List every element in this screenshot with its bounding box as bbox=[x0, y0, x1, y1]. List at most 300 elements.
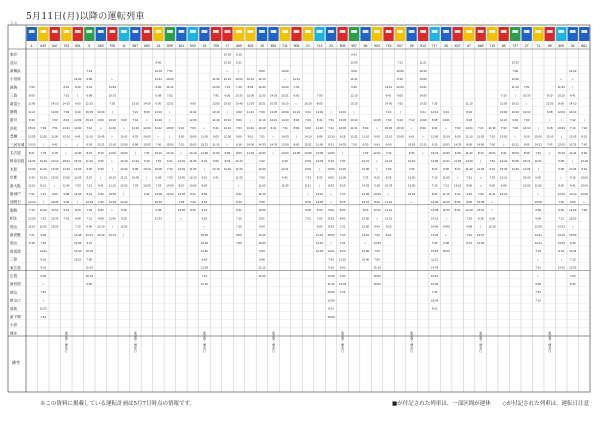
time-cell: 15:10 bbox=[350, 101, 358, 106]
time-cell: 14:00 bbox=[246, 142, 255, 147]
time-cell: 6:00 bbox=[581, 150, 588, 155]
time-cell: 7:03 bbox=[74, 183, 81, 188]
time-cell: 8:21 bbox=[431, 191, 438, 196]
time-cell: 6:18 bbox=[374, 183, 380, 188]
time-cell: 14:00 bbox=[258, 167, 266, 172]
time-cell: 12:03 bbox=[143, 126, 151, 131]
time-cell: 8:00 bbox=[523, 150, 530, 155]
time-cell: 14:10 bbox=[223, 126, 232, 131]
remarks-note: 東京発・博多行 bbox=[409, 331, 414, 353]
time-cell: 13:33 bbox=[281, 85, 289, 90]
time-cell: 13:00 bbox=[28, 167, 36, 172]
time-cell: 14:33 bbox=[511, 167, 519, 172]
train-type-band bbox=[406, 27, 416, 41]
time-cell: | bbox=[560, 117, 562, 122]
time-cell: 11:00 bbox=[200, 150, 208, 155]
time-cell: 6:41 bbox=[454, 191, 461, 196]
time-cell: 11:33 bbox=[212, 76, 220, 81]
time-cell: 13:33 bbox=[235, 93, 243, 98]
time-cell: 11:00 bbox=[28, 101, 36, 106]
time-cell: レ bbox=[582, 199, 586, 204]
time-cell: 15:03 bbox=[500, 167, 508, 172]
time-cell: 15:00 bbox=[373, 273, 381, 278]
train-type-band bbox=[142, 27, 152, 41]
time-cell: 13:33 bbox=[430, 232, 439, 237]
station-label: 小倉 bbox=[10, 323, 18, 328]
time-cell: 15:10 bbox=[154, 199, 162, 204]
time-cell: 11:42 bbox=[120, 134, 128, 139]
time-cell: 6:18 bbox=[86, 142, 93, 147]
station-label: 三島 bbox=[10, 93, 18, 98]
train-type-band bbox=[50, 27, 60, 41]
time-cell: 7:42 bbox=[132, 117, 139, 122]
station-label: 姫路 bbox=[10, 208, 18, 213]
time-cell: 7:10 bbox=[236, 216, 242, 221]
train-number: 907 bbox=[351, 44, 357, 48]
time-cell: 7:33 bbox=[362, 175, 369, 180]
time-cell: 10:33 bbox=[108, 93, 116, 98]
time-cell: | bbox=[238, 183, 240, 188]
time-cell: 12:00 bbox=[212, 85, 220, 90]
time-cell: 9:15 bbox=[339, 199, 346, 204]
train-number: 649 bbox=[40, 44, 47, 48]
time-cell: 14:00 bbox=[120, 199, 128, 204]
time-cell: 8:33 bbox=[224, 158, 231, 163]
train-type-band bbox=[107, 27, 117, 41]
train-number: 719 bbox=[489, 44, 495, 48]
time-cell: 12:03 bbox=[212, 101, 220, 106]
band-stripe bbox=[466, 30, 472, 33]
time-cell: | bbox=[169, 134, 171, 139]
time-cell: 13:10 bbox=[580, 158, 588, 163]
time-cell: 7:42 bbox=[466, 232, 472, 237]
time-cell: 7:10 bbox=[201, 273, 208, 278]
time-cell: 6:41 bbox=[351, 52, 357, 57]
time-cell: 12:10 bbox=[177, 158, 186, 163]
time-cell: 7:00 bbox=[385, 167, 392, 172]
time-cell: 8:00 bbox=[316, 101, 323, 106]
time-cell: 12:10 bbox=[200, 240, 209, 245]
train-type-band bbox=[475, 27, 485, 41]
time-cell: 6:08 bbox=[466, 224, 472, 229]
time-cell: レ bbox=[329, 191, 333, 196]
time-cell: 8:21 bbox=[431, 306, 438, 311]
time-cell: 8:33 bbox=[247, 85, 254, 90]
time-cell: 13:45 bbox=[74, 232, 82, 237]
time-cell: 7:00 bbox=[259, 109, 265, 114]
time-cell: 9:00 bbox=[351, 68, 357, 73]
time-cell: 11:10 bbox=[212, 142, 220, 147]
time-cell: | bbox=[204, 167, 205, 172]
time-cell: 10:10 bbox=[39, 158, 47, 163]
time-cell: 6:30 bbox=[28, 175, 35, 180]
time-cell: 7:33 bbox=[489, 175, 495, 180]
time-cell: 9:00 bbox=[97, 117, 104, 122]
band-stripe bbox=[190, 30, 196, 33]
time-cell: 11:10 bbox=[258, 265, 266, 270]
time-cell: 7:10 bbox=[236, 85, 242, 90]
time-cell: 6:08 bbox=[86, 93, 93, 98]
time-cell: 7:10 bbox=[28, 208, 35, 213]
time-cell: 14:21 bbox=[384, 216, 393, 221]
time-cell: | bbox=[560, 134, 562, 139]
time-cell: 8:33 bbox=[97, 208, 104, 213]
time-cell: 10:00 bbox=[154, 167, 162, 172]
band-stripe bbox=[98, 30, 104, 33]
band-stripe bbox=[455, 30, 461, 33]
time-cell: 13:33 bbox=[338, 117, 347, 122]
time-cell: 10:33 bbox=[557, 126, 565, 131]
time-cell: 7:03 bbox=[431, 240, 438, 245]
station-label: 東広島 bbox=[10, 265, 21, 270]
time-cell: 15:00 bbox=[569, 216, 577, 221]
time-cell: 14:10 bbox=[361, 232, 370, 237]
band-stripe bbox=[558, 30, 564, 33]
time-cell: 10:10 bbox=[407, 158, 416, 163]
time-cell: 11:10 bbox=[442, 191, 450, 196]
time-cell: 12:10 bbox=[350, 93, 358, 98]
time-cell: 11:10 bbox=[235, 158, 243, 163]
time-cell: 7:10 bbox=[466, 216, 472, 221]
time-cell: 11:33 bbox=[235, 175, 243, 180]
time-cell: 14:33 bbox=[269, 93, 278, 98]
page-title: 5月11日(月)以降の運転列車 bbox=[26, 12, 145, 22]
time-cell: 9:10 bbox=[282, 158, 288, 163]
time-cell: | bbox=[560, 257, 562, 262]
time-cell: | bbox=[480, 224, 482, 229]
time-cell: 10:33 bbox=[442, 150, 450, 155]
band-stripe bbox=[155, 30, 161, 33]
station-label: 広島 bbox=[10, 273, 18, 278]
time-cell: 14:10 bbox=[557, 265, 565, 270]
time-cell: 12:10 bbox=[465, 208, 473, 213]
time-cell: 7:21 bbox=[224, 85, 231, 90]
time-cell: 13:33 bbox=[258, 150, 266, 155]
time-cell: | bbox=[77, 93, 79, 98]
time-cell: 8:00 bbox=[236, 117, 242, 122]
band-stripe bbox=[432, 30, 438, 33]
time-cell: | bbox=[296, 134, 297, 139]
time-cell: 6:18 bbox=[201, 199, 208, 204]
station-label: 米原 bbox=[10, 167, 18, 172]
time-cell: 15:10 bbox=[62, 134, 70, 139]
train-type-band bbox=[395, 27, 405, 41]
time-cell: 11:00 bbox=[154, 117, 162, 122]
time-cell: レ bbox=[225, 142, 229, 147]
time-cell: 6:08 bbox=[74, 216, 81, 221]
train-type-band bbox=[245, 27, 255, 41]
train-type-band bbox=[96, 27, 106, 41]
time-cell: 7:03 bbox=[178, 199, 185, 204]
time-cell: 12:10 bbox=[212, 167, 220, 172]
time-cell: 7:21 bbox=[477, 126, 484, 131]
time-cell: 10:33 bbox=[384, 183, 393, 188]
time-cell: 13:45 bbox=[373, 117, 381, 122]
time-cell: 6:41 bbox=[97, 183, 104, 188]
time-cell: 10:00 bbox=[396, 68, 404, 73]
train-number: 1 bbox=[30, 44, 33, 48]
train-number: 657 bbox=[132, 44, 139, 48]
time-cell: 11:21 bbox=[315, 232, 324, 237]
time-cell: 12:21 bbox=[373, 150, 381, 155]
train-number: 647 bbox=[51, 44, 58, 48]
train-number: 661 bbox=[581, 44, 588, 48]
time-cell: 8:33 bbox=[316, 175, 323, 180]
time-cell: 8:21 bbox=[259, 216, 265, 221]
time-cell: 8:21 bbox=[328, 142, 334, 147]
time-cell: 10:10 bbox=[419, 68, 427, 73]
time-cell: 7:42 bbox=[546, 142, 553, 147]
time-cell: 14:21 bbox=[442, 117, 450, 122]
train-number: 501 bbox=[74, 44, 81, 48]
time-cell: 12:03 bbox=[166, 191, 174, 196]
time-cell: 8:00 bbox=[293, 142, 300, 147]
time-cell: 11:03 bbox=[500, 101, 508, 106]
time-cell: | bbox=[307, 191, 309, 196]
time-cell: 7:10 bbox=[178, 142, 185, 147]
time-cell: 7:03 bbox=[86, 208, 93, 213]
time-cell: 6:08 bbox=[259, 257, 265, 262]
time-cell: 6:18 bbox=[466, 117, 472, 122]
train-type-band bbox=[153, 27, 163, 41]
train-type-band bbox=[533, 27, 543, 41]
time-cell: 9:15 bbox=[190, 208, 196, 213]
time-cell: 12:00 bbox=[407, 175, 416, 180]
train-number: 65 bbox=[363, 44, 368, 48]
station-label: 三河安城 bbox=[10, 142, 25, 147]
time-cell: 14:33 bbox=[269, 142, 278, 147]
train-type-band bbox=[499, 27, 509, 41]
time-cell: 8:33 bbox=[132, 134, 139, 139]
time-cell: 11:10 bbox=[465, 134, 473, 139]
time-cell: 7:51 bbox=[167, 68, 173, 73]
time-cell: レ bbox=[179, 216, 183, 221]
time-cell: 6:30 bbox=[155, 101, 162, 106]
time-cell: レ bbox=[283, 76, 287, 81]
direction-marker: 下り bbox=[10, 21, 18, 26]
train-number: 653 bbox=[97, 44, 104, 48]
time-cell: 14:10 bbox=[523, 126, 531, 131]
time-cell: 6:41 bbox=[443, 109, 449, 114]
time-cell: 11:42 bbox=[200, 249, 208, 254]
time-cell: 12:03 bbox=[315, 249, 324, 254]
station-label: 京都 bbox=[10, 175, 18, 180]
remarks-note: 東京発・博多行 bbox=[202, 331, 207, 353]
train-type-band bbox=[303, 27, 313, 41]
time-cell: 6:18 bbox=[477, 216, 484, 221]
time-cell: 14:33 bbox=[177, 167, 186, 172]
time-cell: 7:10 bbox=[431, 175, 438, 180]
time-cell: 6:08 bbox=[63, 191, 70, 196]
time-cell: 6:18 bbox=[121, 208, 127, 213]
time-cell: 11:03 bbox=[477, 134, 485, 139]
time-cell: 11:03 bbox=[442, 208, 450, 213]
time-cell: 12:03 bbox=[569, 208, 577, 213]
time-cell: 7:21 bbox=[144, 150, 150, 155]
time-cell: | bbox=[376, 167, 378, 172]
time-cell: 6:00 bbox=[328, 208, 334, 213]
time-cell: 11:21 bbox=[292, 76, 301, 81]
time-cell: 6:00 bbox=[213, 134, 219, 139]
time-cell: | bbox=[111, 167, 113, 172]
time-cell: 15:03 bbox=[143, 142, 151, 147]
band-stripe bbox=[328, 30, 334, 33]
time-cell: 8:10 bbox=[466, 240, 472, 245]
time-cell: 14:10 bbox=[304, 134, 312, 139]
time-cell: 9:00 bbox=[236, 232, 242, 237]
time-cell: 7:51 bbox=[40, 290, 47, 295]
time-cell: 7:42 bbox=[374, 232, 380, 237]
time-cell: 12:10 bbox=[523, 109, 531, 114]
time-cell: 9:15 bbox=[121, 216, 127, 221]
time-cell: 13:00 bbox=[62, 175, 70, 180]
train-number: 95 bbox=[547, 44, 552, 48]
time-cell: 6:30 bbox=[569, 240, 576, 245]
legend-square-note: ■が付記された列車は、一部区間が運休 bbox=[392, 401, 491, 407]
time-cell: 8:10 bbox=[63, 117, 70, 122]
time-cell: | bbox=[457, 175, 459, 180]
time-cell: 7:33 bbox=[132, 183, 139, 188]
time-cell: | bbox=[330, 109, 332, 114]
time-cell: 8:00 bbox=[259, 68, 265, 73]
time-cell: 9:10 bbox=[397, 117, 403, 122]
time-cell: 8:33 bbox=[259, 249, 265, 254]
band-stripe bbox=[63, 30, 69, 33]
time-cell: 10:10 bbox=[430, 273, 439, 278]
time-cell: | bbox=[572, 85, 574, 90]
time-cell: 8:00 bbox=[339, 208, 346, 213]
time-cell: 7:51 bbox=[155, 158, 162, 163]
time-cell: 14:21 bbox=[557, 224, 565, 229]
time-cell: 13:00 bbox=[361, 216, 370, 221]
time-cell: 8:33 bbox=[328, 216, 334, 221]
time-cell: 7:21 bbox=[28, 232, 35, 237]
time-cell: レ bbox=[502, 142, 506, 147]
train-number: 9 bbox=[88, 44, 91, 48]
time-cell: 7:10 bbox=[431, 183, 438, 188]
time-cell: 15:03 bbox=[430, 298, 439, 303]
time-cell: 6:08 bbox=[546, 109, 553, 114]
station-label: 新下関 bbox=[10, 314, 21, 319]
time-cell: 10:10 bbox=[85, 273, 93, 278]
time-cell: 7:51 bbox=[51, 126, 58, 131]
time-cell: 12:00 bbox=[281, 142, 289, 147]
band-stripe bbox=[501, 30, 507, 33]
time-cell: 11:03 bbox=[523, 167, 531, 172]
time-cell: 7:51 bbox=[293, 85, 300, 90]
train-type-band bbox=[176, 27, 186, 41]
time-cell: 6:18 bbox=[51, 150, 58, 155]
time-cell: レ bbox=[156, 134, 160, 139]
time-cell: 13:33 bbox=[511, 60, 519, 65]
time-cell: 15:00 bbox=[200, 232, 209, 237]
time-cell: 13:10 bbox=[477, 208, 485, 213]
remarks-note: 東京発・博多行 bbox=[64, 331, 69, 353]
time-cell: 9:10 bbox=[86, 175, 93, 180]
time-cell: 7:33 bbox=[305, 175, 311, 180]
train-number: 659 bbox=[236, 44, 242, 48]
station-label: 新富士 bbox=[10, 101, 21, 106]
time-cell: 6:00 bbox=[213, 158, 219, 163]
time-cell: 14:21 bbox=[62, 126, 70, 131]
time-cell: 13:45 bbox=[477, 199, 485, 204]
train-type-band bbox=[314, 27, 324, 41]
time-cell: 15:03 bbox=[407, 142, 416, 147]
time-cell: 13:00 bbox=[51, 109, 59, 114]
time-cell: | bbox=[537, 167, 539, 172]
time-cell: 11:33 bbox=[488, 126, 496, 131]
time-cell: | bbox=[42, 199, 44, 204]
time-cell: 11:03 bbox=[569, 167, 577, 172]
time-cell: 6:41 bbox=[569, 93, 576, 98]
time-cell: 9:10 bbox=[431, 142, 438, 147]
time-cell: 11:03 bbox=[200, 265, 208, 270]
train-number: 23 bbox=[329, 44, 333, 48]
time-cell: レ bbox=[375, 216, 379, 221]
time-cell: | bbox=[549, 117, 551, 122]
time-cell: 7:00 bbox=[569, 273, 576, 278]
time-cell: レ bbox=[479, 183, 483, 188]
time-cell: 10:33 bbox=[51, 216, 59, 221]
time-cell: 11:21 bbox=[488, 191, 496, 196]
time-cell: 15:21 bbox=[74, 158, 82, 163]
train-number: 503 bbox=[247, 44, 254, 48]
time-cell: 11:42 bbox=[154, 126, 162, 131]
time-cell: 8:10 bbox=[374, 175, 380, 180]
train-number: 669 bbox=[477, 44, 484, 48]
band-stripe bbox=[524, 30, 530, 33]
time-cell: 12:03 bbox=[74, 117, 82, 122]
time-cell: 7:51 bbox=[535, 290, 542, 295]
time-cell: 11:33 bbox=[108, 85, 116, 90]
time-cell: レ bbox=[536, 191, 540, 196]
time-cell: 15:00 bbox=[373, 281, 381, 286]
time-cell: 9:00 bbox=[40, 232, 47, 237]
time-cell: 12:03 bbox=[350, 60, 358, 65]
time-cell: 10:00 bbox=[143, 134, 151, 139]
time-cell: 7:42 bbox=[63, 216, 70, 221]
time-cell: 15:21 bbox=[430, 150, 439, 155]
time-cell: レ bbox=[225, 68, 229, 73]
remarks-label: 備考 bbox=[12, 360, 20, 365]
time-cell: 7:51 bbox=[167, 93, 173, 98]
time-cell: 6:00 bbox=[259, 224, 265, 229]
time-cell: 6:41 bbox=[190, 191, 196, 196]
time-cell: | bbox=[111, 109, 113, 114]
time-cell: 8:10 bbox=[397, 76, 403, 81]
time-cell: 11:00 bbox=[39, 208, 47, 213]
time-cell: 15:03 bbox=[85, 109, 93, 114]
time-cell: 8:10 bbox=[339, 249, 346, 254]
time-cell: 7:42 bbox=[213, 93, 219, 98]
time-cell: 6:00 bbox=[224, 93, 231, 98]
train-type-band bbox=[130, 27, 140, 41]
train-type-band bbox=[487, 27, 497, 41]
time-cell: 14:00 bbox=[166, 76, 174, 81]
train-number: 27 bbox=[524, 44, 529, 48]
time-cell: レ bbox=[410, 199, 414, 204]
time-cell: 13:00 bbox=[407, 183, 416, 188]
time-cell: 7:51 bbox=[489, 134, 495, 139]
band-stripe bbox=[202, 30, 208, 33]
time-cell: 11:00 bbox=[258, 183, 266, 188]
band-stripe bbox=[443, 30, 449, 33]
time-cell: 6:08 bbox=[155, 208, 162, 213]
time-cell: 14:10 bbox=[338, 109, 347, 114]
time-cell: 10:10 bbox=[442, 134, 450, 139]
time-cell: 14:33 bbox=[327, 150, 335, 155]
time-cell: 11:21 bbox=[120, 175, 128, 180]
